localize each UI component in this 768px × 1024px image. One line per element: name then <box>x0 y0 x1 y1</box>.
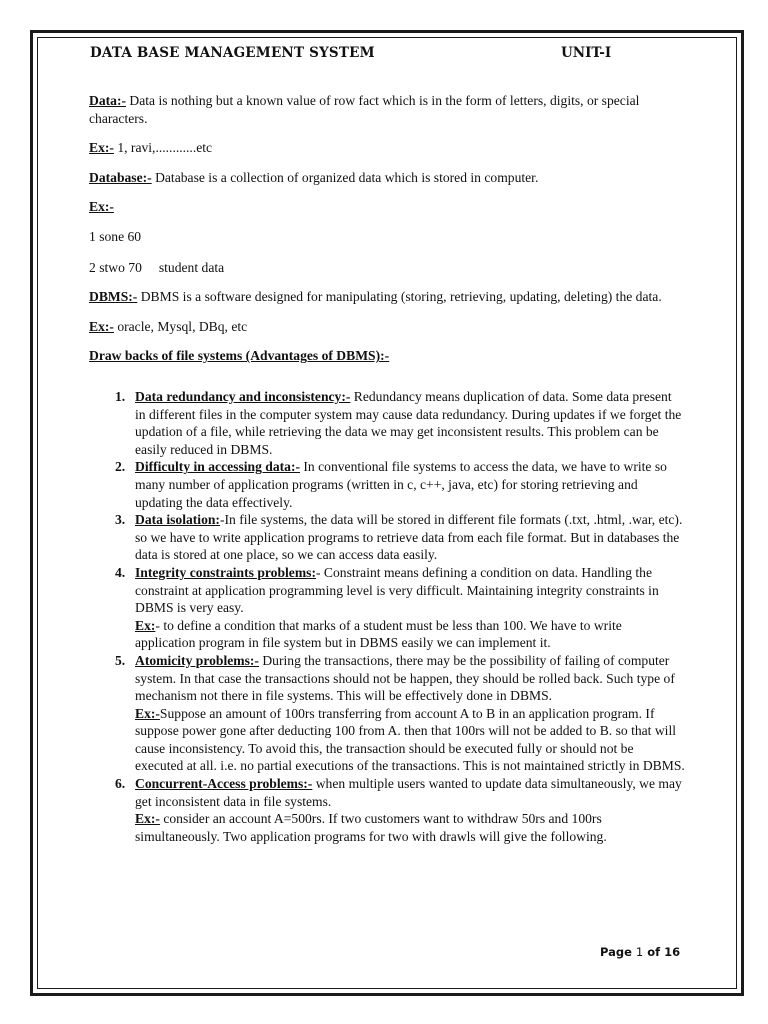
example-term: Ex: <box>135 617 156 633</box>
example-term: Ex:- <box>89 199 114 215</box>
dbms-definition <box>89 288 679 306</box>
example-term: Ex:- <box>89 318 114 334</box>
database-term: Database:- <box>89 169 152 185</box>
total-pages: 16 <box>664 945 681 959</box>
database-definition <box>89 169 679 187</box>
example-term: Ex:- <box>89 140 114 156</box>
list-number: 5. <box>115 652 126 668</box>
document-title: DATA BASE MANAGEMENT SYSTEM <box>90 45 375 61</box>
page-word: Page <box>600 945 636 959</box>
example-2 <box>89 198 679 216</box>
data-term: Data:- <box>89 93 126 108</box>
example-text: - to define a condition that marks of a student must be less than 100. We have to write application program in file system but in DBMS easily we can implement it. <box>135 617 622 651</box>
item-term: Data redundancy and inconsistency:- <box>135 389 351 404</box>
item-term: Integrity constraints problems: <box>135 564 316 580</box>
example-text: 1, ravi,............etc <box>113 140 213 156</box>
list-item <box>115 564 685 652</box>
list-number: 1. <box>115 389 126 404</box>
page-number <box>600 945 680 959</box>
data-text: Data is nothing but a known value of row fact which is in the form of letters, digits, or special characters. <box>89 93 640 126</box>
item-text: -In file systems, the data will be stored in different file formats (.txt, .html, .war, etc). so we have to write application programs to retrieve data from each file format. But in databases the data is stored at one place, so we can access data easily. <box>135 512 683 563</box>
data-definition <box>89 92 679 127</box>
item-text: - Constraint means defining a condition on data. Handling the constraint at application programming level is very difficult. Maintaining integrity constraints in DBMS is very easy. <box>135 564 659 616</box>
list-item <box>115 775 685 845</box>
example-1 <box>89 139 679 157</box>
dbms-text: DBMS is a software designed for manipulating (storing, retrieving, updating, deleting) the data. <box>137 289 662 305</box>
item-term: Atomicity problems:- <box>135 652 259 668</box>
example-3 <box>89 318 679 336</box>
item-term: Concurrent-Access problems:- <box>135 776 313 792</box>
drawbacks-list <box>115 388 685 845</box>
list-item <box>115 458 685 511</box>
example-term: Ex:- <box>135 705 160 721</box>
list-item <box>115 652 685 775</box>
current-page: 1 <box>635 945 644 959</box>
database-text: Database is a collection of organized data which is stored in computer. <box>151 169 539 185</box>
item-text: Redundancy means duplication of data. Some data present in different files in the computer system may cause data redundancy. During updates if we forget the updation of a file, while retrieving the data we may get inconsistent results. This problem can be easily reduced in DBMS. <box>135 389 682 457</box>
unit-label: UNIT-I <box>561 45 612 61</box>
definitions-section <box>89 92 679 365</box>
item-text: In conventional file systems to access the data, we have to write so many number of application programs (written in c, c++, java, etc) for storing retrieving and updating the data effectively. <box>135 459 667 510</box>
list-number: 3. <box>115 512 126 528</box>
list-item <box>115 388 685 458</box>
list-number: 2. <box>115 459 126 475</box>
list-item <box>115 511 685 564</box>
section-heading: Draw backs of file systems (Advantages of DBMS):- <box>89 348 390 364</box>
item-term: Difficulty in accessing data:- <box>135 459 300 475</box>
item-text: During the transactions, there may be the possibility of failing of computer system. In that case the transactions should not be happen, they should be rolled back. Such type of mechanism not there in file systems. This will be effectively done in DBMS. <box>135 652 675 704</box>
example-text: consider an account A=500rs. If two customers want to withdraw 50rs and 100rs simultaneously. Two application programs for two with drawls will give the following. <box>135 811 607 844</box>
list-number: 6. <box>115 776 126 792</box>
example-text: Suppose an amount of 100rs transferring from account A to B in an application program. If suppose power gone after deducting 100 from A. then that 100rs will not be added to B. so that will cause inconsistency. To avoid this, the transaction should be executed fully or should not be executed at all. i.e. no partial executions of the transactions. This is not maintained strictly in DBMS. <box>135 705 685 774</box>
item-text: when multiple users wanted to update data simultaneously, we may get inconsistent data in file systems. <box>135 776 682 809</box>
example-2-line-1: 1 sone 60 <box>89 228 142 244</box>
dbms-term: DBMS:- <box>89 289 138 305</box>
of-word: of <box>643 945 665 959</box>
example-term: Ex:- <box>135 811 160 827</box>
item-term: Data isolation: <box>135 512 220 528</box>
example-text: oracle, Mysql, DBq, etc <box>113 318 248 334</box>
list-number: 4. <box>115 564 126 580</box>
example-2-line-2: 2 stwo 70 student data <box>89 259 225 275</box>
